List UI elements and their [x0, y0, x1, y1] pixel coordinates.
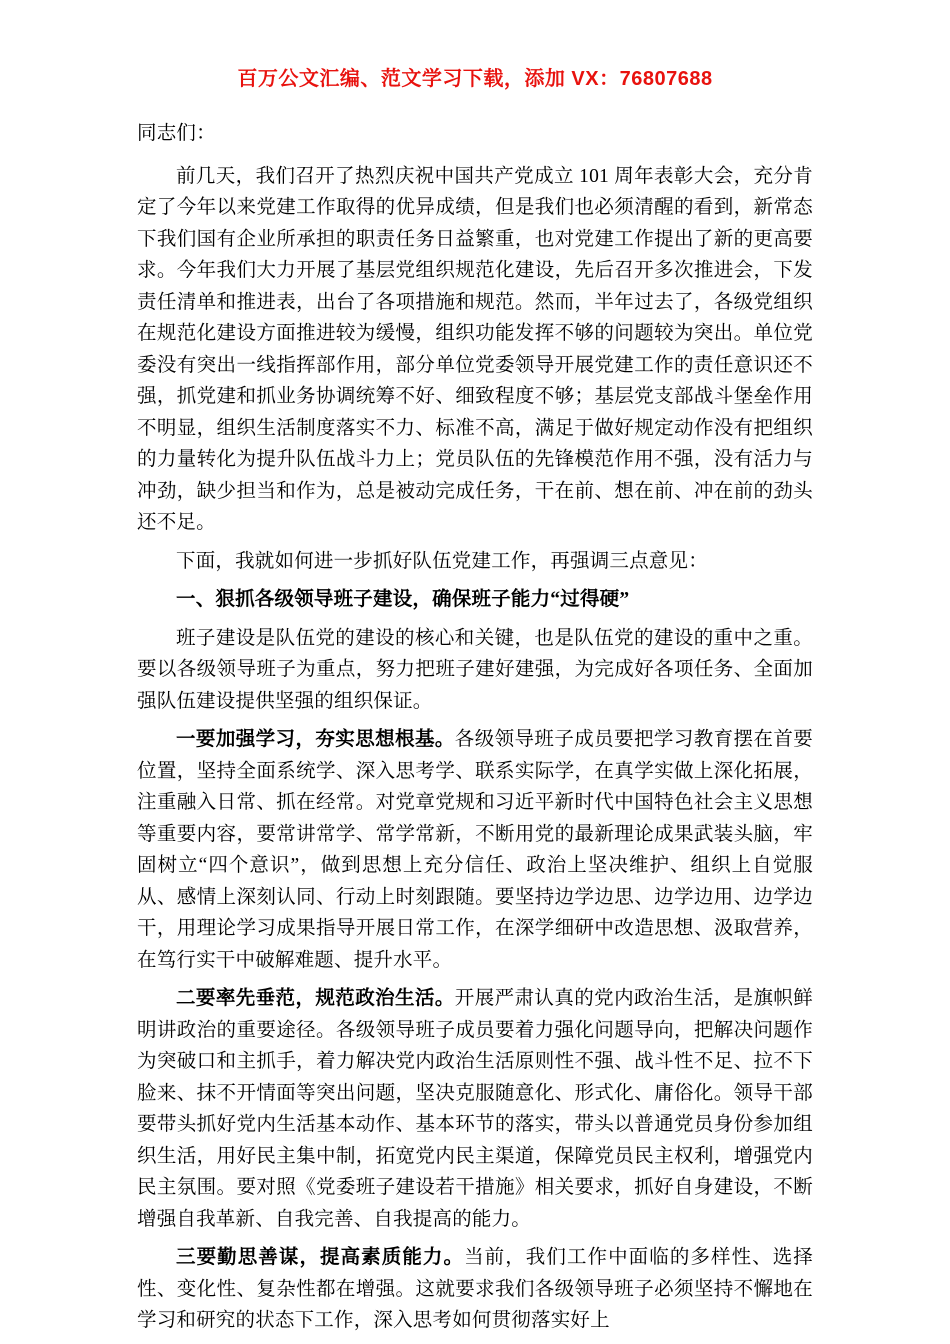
- section-heading-1: 一、狠抓各级领导班子建设，确保班子能力“过得硬”: [176, 589, 630, 610]
- paragraph-6-text: 当前，我们工作中面临的多样性、选择性、变化性、复杂性都在增强。这就要求我们各级领导班子必须坚持不懈地在学习和研究的状态下工作，深入思考如何贯彻落实好上: [137, 1247, 813, 1331]
- paragraph-4: [137, 724, 813, 976]
- paragraph-5: [137, 983, 813, 1235]
- paragraph-5-lead: 二要率先垂范，规范政治生活。: [176, 988, 455, 1009]
- salutation: 同志们：: [137, 123, 216, 144]
- paragraph-5-text: 开展严肃认真的党内政治生活，是旗帜鲜明讲政治的重要途径。各级领导班子成员要着力强化问题导向，把解决问题作为突破口和主抓手，着力解决党内政治生活原则性不强、战斗性不足、拉不下脸来、抹不开情面等突出问题，坚决克服随意化、形式化、庸俗化。领导干部要带头抓好党内生活基本动作、基本环节的落实，带头以普通党员身份参加组织生活，用好民主集中制，拓宽党内民主渠道，保障党员民主权利，增强党内民主氛围。要对照《党委班子建设若干措施》相关要求，抓好自身建设，不断增强自我革新、自我完善、自我提高的能力。: [137, 988, 813, 1230]
- paragraph-2: 下面，我就如何进一步抓好队伍党建工作，再强调三点意见：: [176, 550, 708, 572]
- paragraph-4-text: 各级领导班子成员要把学习教育摆在首要位置，坚持全面系统学、深入思考学、联系实际学，在真学实做上深化拓展，注重融入日常、抓在经常。对党章党规和习近平新时代中国特色社会主义思想等重要内容，要常讲常学、常学常新，不断用党的最新理论成果武装头脑，牢固树立“四个意识”，做到思想上充分信任、政治上坚决维护、组织上自觉服从、感情上深刻认同、行动上时刻跟随。要坚持边学边思、边学边用、边学边干，用理论学习成果指导开展日常工作，在深学细研中改造思想、汲取营养，在笃行实干中破解难题、提升水平。: [137, 729, 813, 971]
- paragraph-6: [137, 1242, 813, 1337]
- paragraph-4-lead: 一要加强学习，夯实思想根基。: [176, 729, 455, 750]
- promo-banner: 百万公文汇编、范文学习下载，添加 VX：76807688: [237, 68, 713, 90]
- paragraph-1: 前几天，我们召开了热烈庆祝中国共产党成立 101 周年表彰大会，充分肯定了今年以来党建工作取得的优异成绩，但是我们也必须清醒的看到，新常态下我们国有企业所承担的职责任务日益繁重，也对党建工作提出了新的更高要求。今年我们大力开展了基层党组织规范化建设，先后召开多次推进会，下发责任清单和推进表，出台了各项措施和规范。然而，半年过去了，各级党组织在规范化建设方面推进较为缓慢，组织功能发挥不够的问题较为突出。单位党委没有突出一线指挥部作用，部分单位党委领导开展党建工作的责任意识还不强，抓党建和抓业务协调统筹不好、细致程度不够；基层党支部战斗堡垒作用不明显，组织生活制度落实不力、标准不高，满足于做好规定动作没有把组织的力量转化为提升队伍战斗力上；党员队伍的先锋模范作用不强，没有活力与冲劲，缺少担当和作为，总是被动完成任务，干在前、想在前、冲在前的劲头还不足。: [137, 165, 813, 533]
- paragraph-3: 班子建设是队伍党的建设的核心和关键，也是队伍党的建设的重中之重。要以各级领导班子为重点，努力把班子建好建强，为完成好各项任务、全面加强队伍建设提供坚强的组织保证。: [137, 627, 813, 712]
- paragraph-6-lead: 三要勤思善谋，提高素质能力。: [176, 1247, 465, 1268]
- document-body: [137, 118, 813, 1337]
